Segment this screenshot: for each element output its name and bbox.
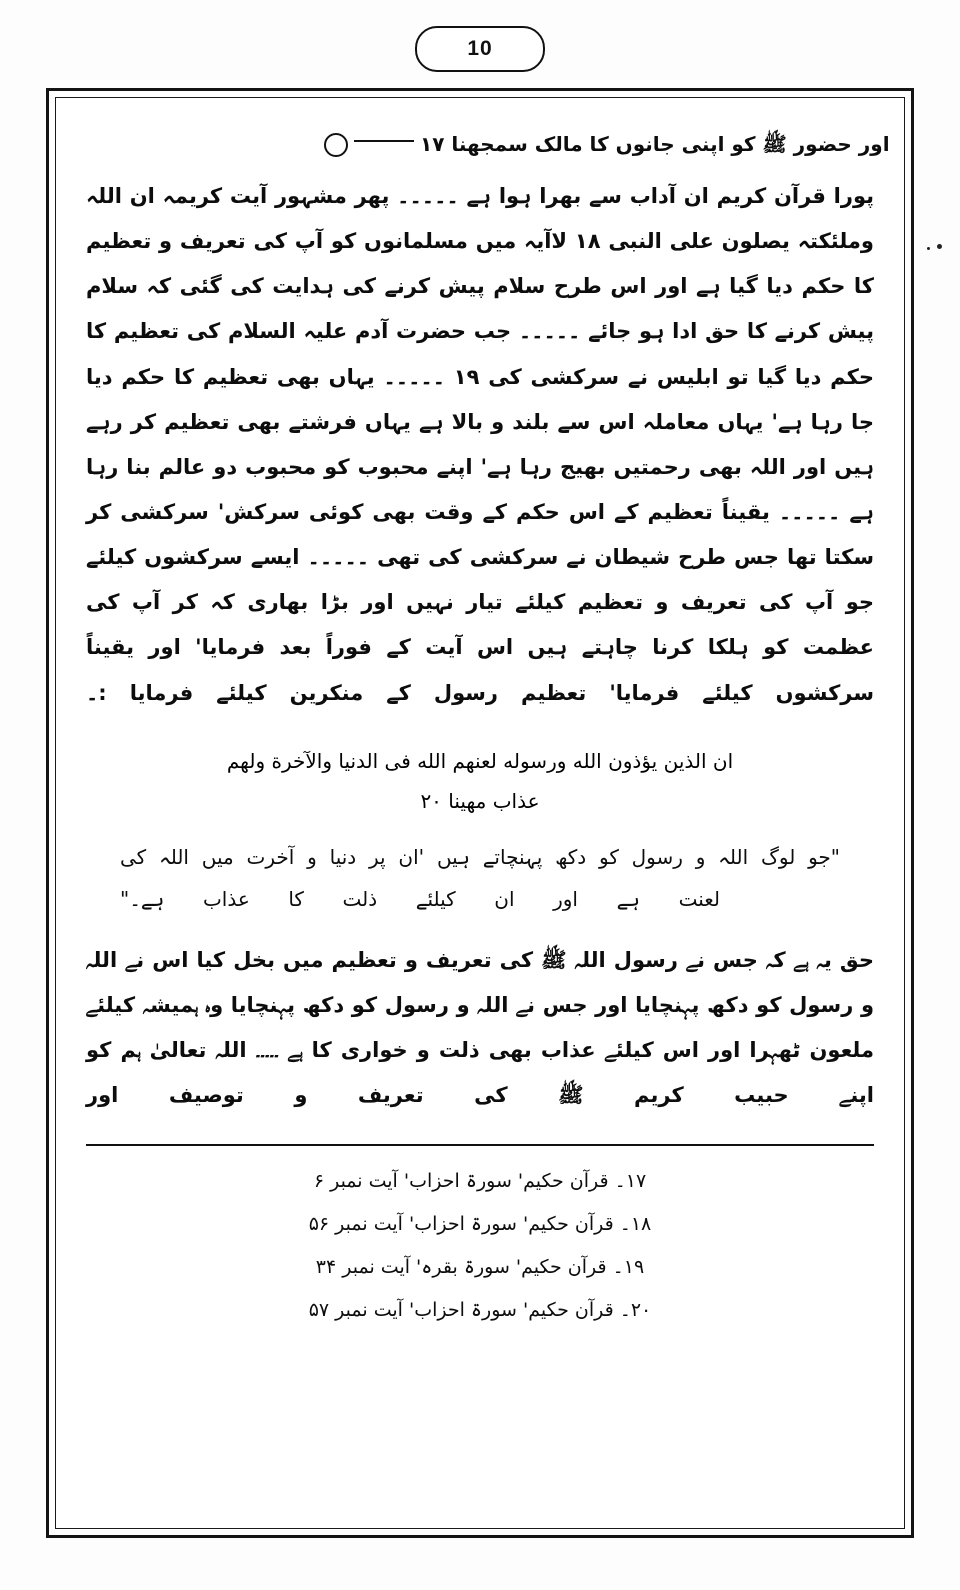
footnote-item: ۱۹۔ قرآن حکیم' سورۃ بقرہ' آیت نمبر ۳۴	[315, 1255, 645, 1278]
circle-bullet-icon	[324, 133, 348, 157]
text-frame	[46, 88, 914, 1538]
scan-ink-mark	[927, 247, 930, 250]
body-paragraph-1: پورا قرآن کریم ان آداب سے بھرا ہوا ہے ۔۔۔۔۔ پھر مشہور آیت کریمہ ان اللہ وملئکتہ یصلون علی النبی ۱۸ لاآیہ میں مسلمانوں کو آپ کی تعریف و تعظیم کا حکم دیا گیا ہے اور اس طرح سلام پیش کرنے کی ہدایت کی گئی کہ سلام پیش کرنے کا حق ادا ہو جائے ۔۔۔۔۔ جب حضرت آدم علیہ السلام کی تعظیم کا حکم دیا گیا تو ابلیس نے سرکشی کی ۱۹ ۔۔۔۔۔ یہاں بھی تعظیم کا حکم دیا جا رہا ہے' یہاں معاملہ اس سے بلند و بالا ہے یہاں فرشتے بھی تعظیم کر رہے ہیں اور اللہ بھی رحمتیں بھیج رہا ہے' اپنے محبوب کو محبوب دو عالم بنا رہا ہے ۔۔۔۔۔ یقیناً تعظیم کے اس حکم کے وقت بھی کوئی سرکش' سرکشی کر سکتا تھا جس طرح شیطان نے سرکشی کی تھی ۔۔۔۔۔ ایسے سرکشوں کیلئے جو آپ کی تعریف و تعظیم کیلئے تیار نہیں اور بڑا بھاری کہ کر آپ کی عظمت کو ہلکا کرنا چاہتے ہیں اس آیت کے فوراً بعد فرمایا' اور یقیناً سرکشوں کیلئے فرمایا' تعظیم رسول کے منکرین کیلئے فرمایا :۔	[86, 184, 874, 705]
footnote-item: ۱۸۔ قرآن حکیم' سورۃ احزاب' آیت نمبر ۵۶	[308, 1213, 652, 1235]
bullet-heading-text: اور حضور ﷺ کو اپنی جانوں کا مالک سمجھنا ۱۷	[420, 132, 890, 156]
page-number: 10	[415, 26, 545, 72]
arabic-quotation-line-2: عذاب مهينا ۲۰	[420, 788, 540, 813]
page-number-container	[0, 26, 960, 72]
footnote-item: ۲۰۔ قرآن حکیم' سورۃ احزاب' آیت نمبر ۵۷	[308, 1298, 652, 1321]
arabic-quotation-line-1: ان الذين يؤذون الله ورسوله لعنهم الله فى الدنيا والآخرة ولهم	[226, 748, 734, 773]
text-frame-inner	[55, 97, 905, 1529]
scan-ink-mark	[937, 244, 942, 249]
body-paragraph-2: حق یہ ہے کہ جس نے رسول اللہ ﷺ کی تعریف و تعظیم میں بخل کیا اس نے اللہ و رسول کو دکھ پہنچایا اور جس نے اللہ و رسول کو دکھ پہنچایا وہ ہمیشہ کیلئے ملعون ٹھہرا اور اس کیلئے عذاب بھی ذلت و خواری کا ہے ۔۔۔۔۔ اللہ تعالیٰ ہم کو اپنے حبیب کریم ﷺ کی تعریف و توصیف اور	[86, 947, 874, 1108]
translation-line-2: لعنت ہے اور ان کیلئے ذلت کا عذاب ہے۔"	[120, 886, 720, 911]
translation-line-1: "جو لوگ اللہ و رسول کو دکھ پہنچاتے ہیں 'ان پر دنیا و آخرت میں اللہ کی	[120, 844, 840, 869]
footnote-item: ۱۷۔ قرآن حکیم' سورۃ احزاب' آیت نمبر ۶	[313, 1170, 647, 1193]
translation-block	[120, 836, 840, 920]
footnote-divider	[86, 1144, 874, 1146]
footnote-list	[86, 1160, 874, 1331]
dash-rule	[354, 140, 414, 142]
bullet-heading-row	[86, 124, 890, 164]
arabic-quotation	[86, 742, 874, 820]
